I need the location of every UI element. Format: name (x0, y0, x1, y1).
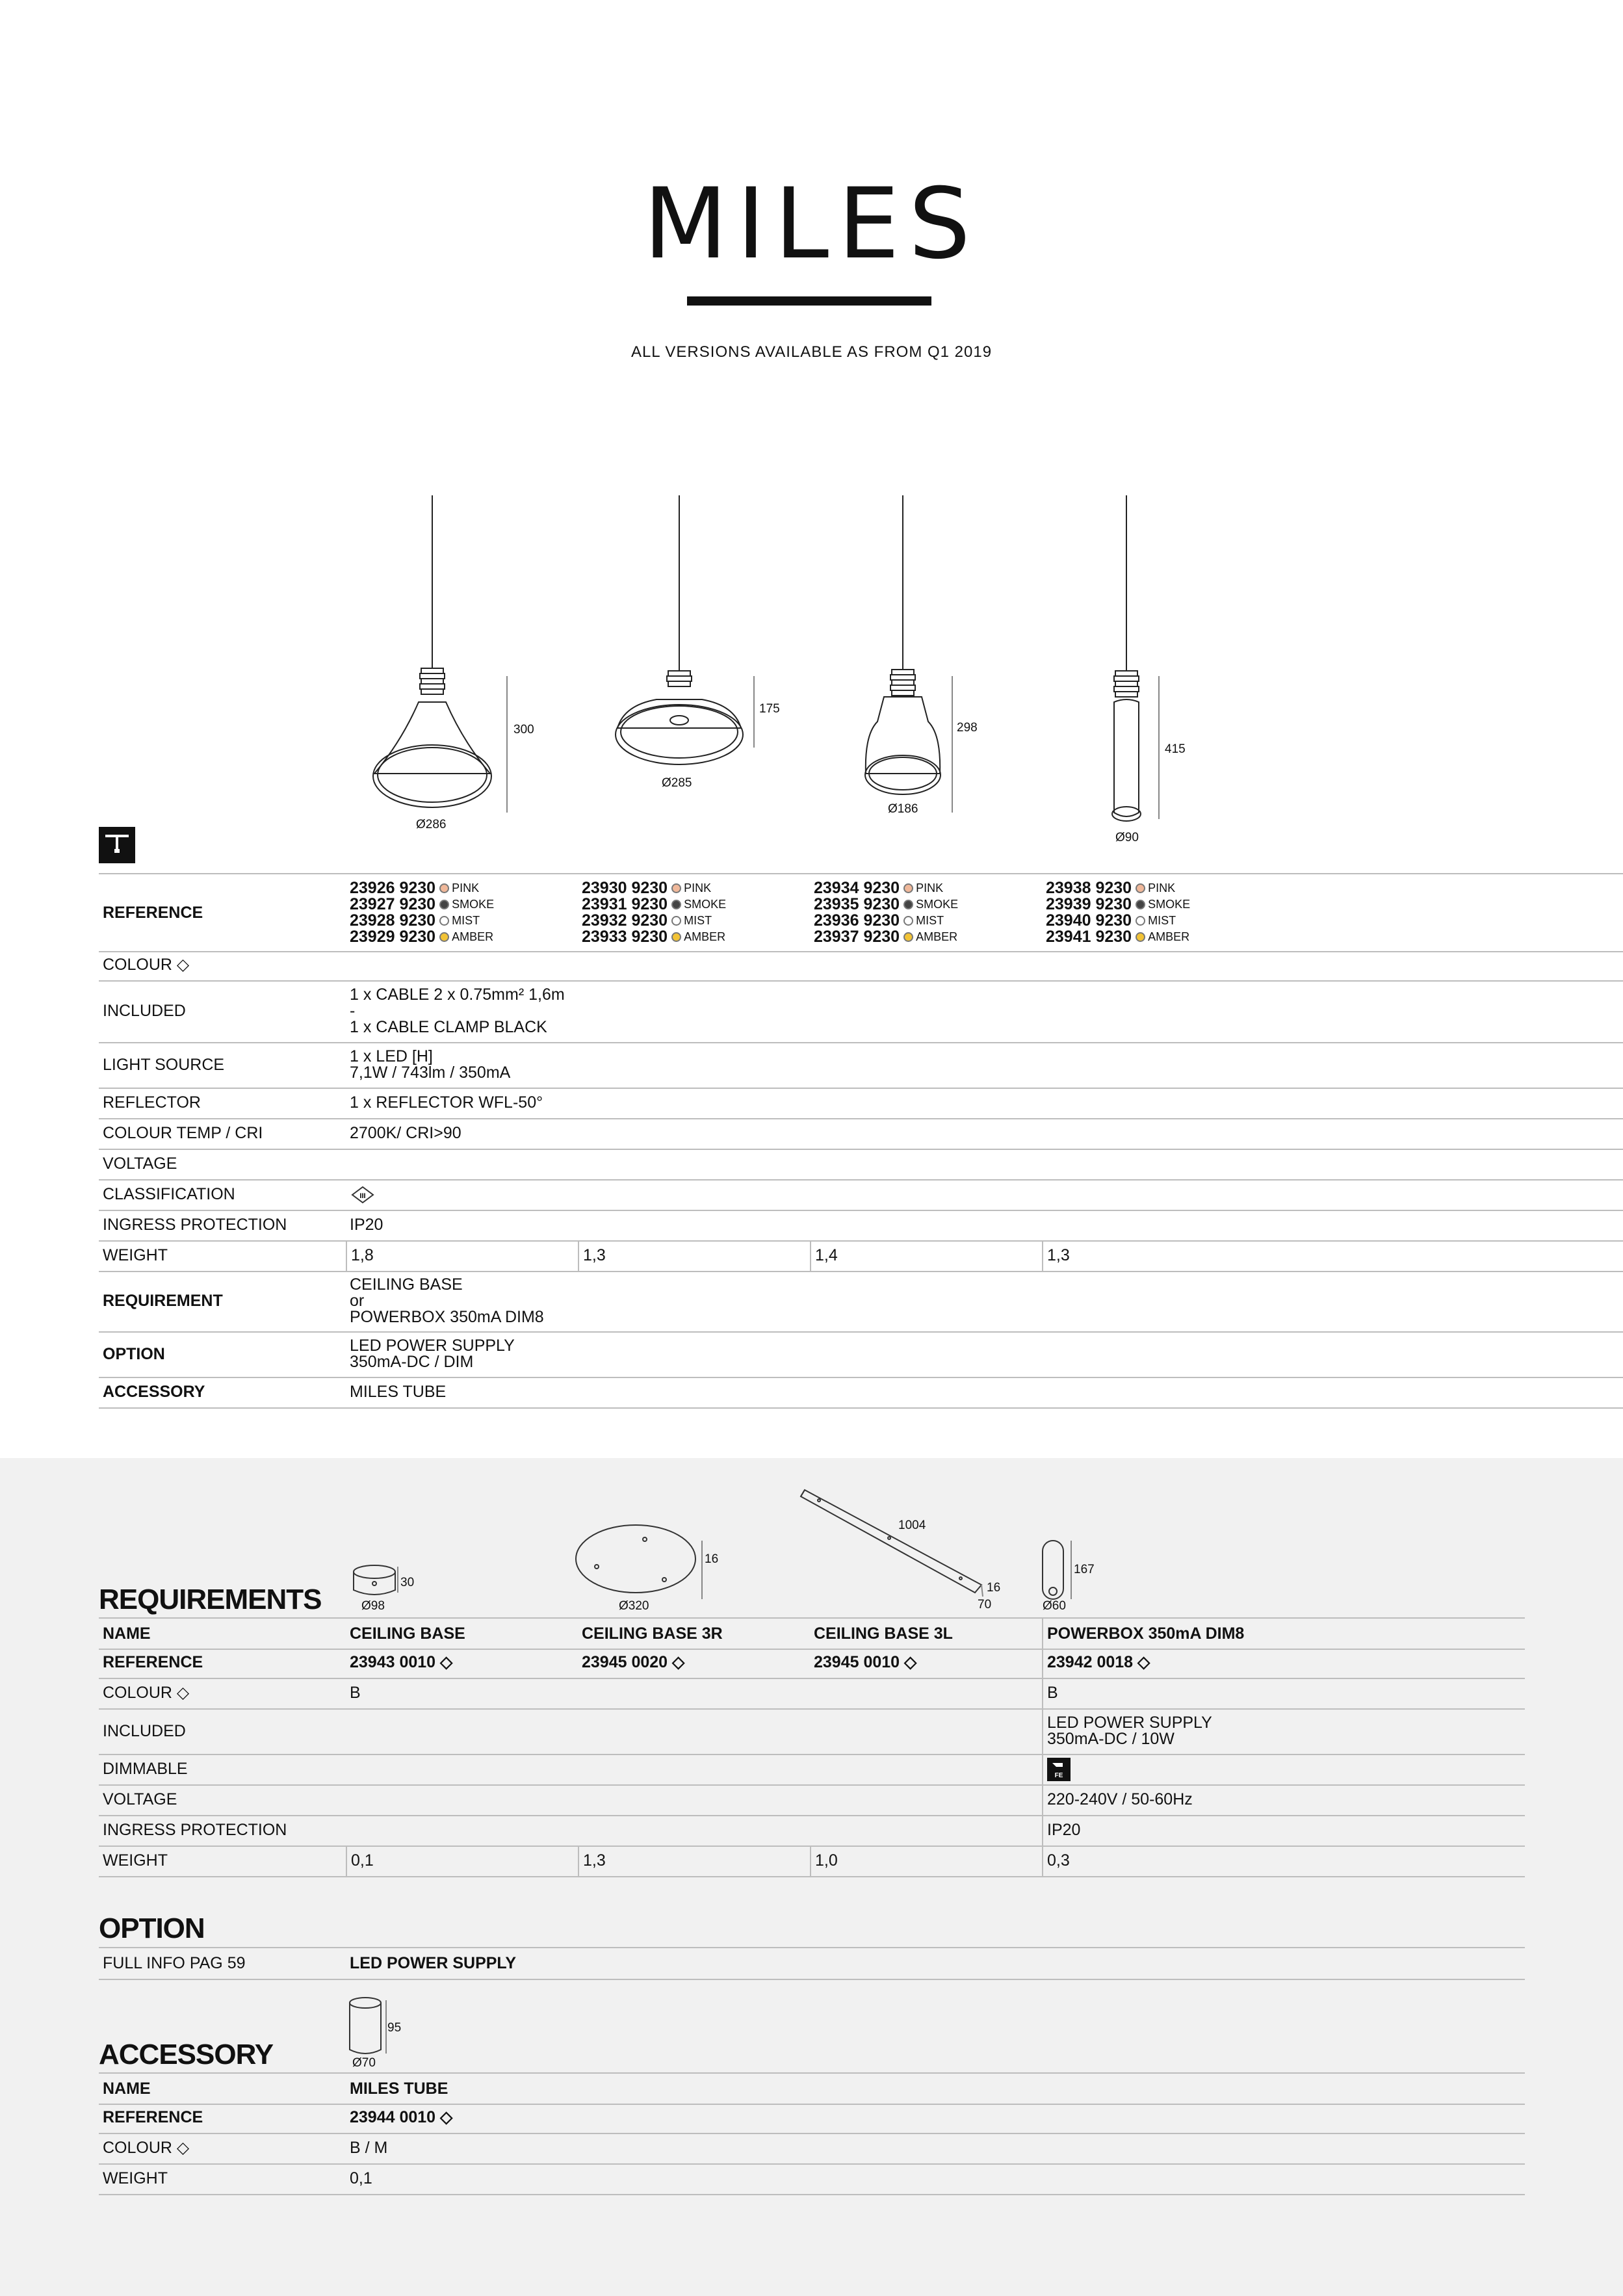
req-voltage-4: 220-240V / 50-60Hz (1042, 1784, 1525, 1815)
colour-swatch-icon (903, 883, 913, 893)
ceiling-base-3r-drawing (576, 1525, 702, 1599)
reference-line (1046, 913, 1302, 929)
colour-name: SMOKE (1148, 898, 1191, 911)
acc-colour-value: B / M (350, 2139, 388, 2157)
ceiling-base-3l-width: 70 (978, 1598, 992, 1611)
lamp-cylinder-drawing (865, 495, 952, 813)
colour-name: SMOKE (452, 898, 495, 911)
option-label: OPTION (103, 1344, 165, 1363)
reflector-row (99, 1088, 1623, 1119)
reference-code: 23937 9230 (814, 928, 900, 946)
acc-colour-row (99, 2133, 1525, 2165)
colour-name: SMOKE (684, 898, 727, 911)
reference-line (814, 896, 1042, 913)
colour-swatch-icon (1136, 932, 1145, 942)
colour-swatch-icon (1136, 883, 1145, 893)
reference-line (1046, 880, 1302, 896)
reference-line (1046, 929, 1302, 945)
lamp-tube-drawing (1112, 495, 1159, 821)
req-included-line-2: 350mA-DC / 10W (1047, 1730, 1175, 1748)
reference-code: 23927 9230 (350, 895, 436, 913)
acc-weight-value: 0,1 (350, 2169, 372, 2187)
accessory-diameter: Ø70 (352, 2056, 376, 2070)
req-name-row (99, 1617, 1525, 1650)
option-line-1: LED POWER SUPPLY (350, 1337, 515, 1355)
reflector-value: 1 x REFLECTOR WFL-50° (350, 1093, 543, 1112)
requirement-line-2: or (350, 1292, 365, 1310)
accessory-value: MILES TUBE (350, 1383, 447, 1401)
class-iii-text: III (359, 1192, 366, 1200)
req-name-3: CEILING BASE 3L (814, 1624, 953, 1643)
colour-name: MIST (684, 914, 712, 927)
req-reference-row (99, 1647, 1525, 1679)
req-weight-3: 1,0 (810, 1846, 1042, 1876)
colour-label: COLOUR ◇ (103, 956, 190, 974)
req-weight-row (99, 1846, 1525, 1877)
colour-swatch-icon (439, 883, 449, 893)
colour-swatch-icon (903, 900, 913, 909)
colour-swatch-icon (1136, 900, 1145, 909)
option-line-2: 350mA-DC / DIM (350, 1353, 474, 1371)
lamp-dish-drawing (616, 495, 754, 764)
classification-label: CLASSIFICATION (103, 1185, 235, 1203)
title-underline (687, 296, 931, 306)
included-line-1: 1 x CABLE 2 x 0.75mm² 1,6m (350, 985, 565, 1004)
colour-swatch-icon (671, 916, 681, 926)
light-source-line-2: 7,1W / 743lm / 350mA (350, 1063, 511, 1082)
page-title: MILES (643, 168, 980, 281)
reference-col-2 (578, 874, 810, 951)
colour-swatch-icon (903, 916, 913, 926)
colour-swatch-icon (671, 932, 681, 942)
option-value: LED POWER SUPPLY (350, 1954, 517, 1972)
req-reference-3: 23945 0010 ◇ (814, 1653, 917, 1671)
option-row (99, 1331, 1623, 1378)
req-weight-2: 1,3 (578, 1846, 810, 1876)
reference-code: 23931 9230 (582, 895, 668, 913)
ingress-value: IP20 (350, 1216, 383, 1234)
colour-name: MIST (452, 914, 480, 927)
reference-line (582, 929, 810, 945)
colour-name: PINK (1148, 881, 1176, 894)
colour-swatch-icon (671, 900, 681, 909)
reference-row (99, 873, 1623, 952)
included-line-3: 1 x CABLE CLAMP BLACK (350, 1018, 547, 1036)
reference-col-3 (810, 874, 1042, 951)
req-reference-2: 23945 0020 ◇ (582, 1653, 685, 1671)
colour-swatch-icon (439, 900, 449, 909)
lamp3-diameter: Ø186 (888, 802, 918, 816)
req-dimmable-label: DIMMABLE (103, 1760, 188, 1778)
weight-value-4: 1,3 (1042, 1240, 1302, 1271)
ceiling-base-3l-length: 1004 (898, 1519, 926, 1532)
req-ingress-4: IP20 (1042, 1815, 1525, 1846)
req-ingress-row (99, 1815, 1525, 1847)
requirement-drawings (325, 1476, 1137, 1615)
reference-code: 23929 9230 (350, 928, 436, 946)
colour-name: SMOKE (916, 898, 959, 911)
req-ingress-label: INGRESS PROTECTION (103, 1821, 287, 1839)
reference-code: 23940 9230 (1046, 911, 1132, 930)
availability-note: ALL VERSIONS AVAILABLE AS FROM Q1 2019 (630, 343, 993, 361)
acc-weight-label: WEIGHT (103, 2169, 168, 2187)
reference-code: 23939 9230 (1046, 895, 1132, 913)
reference-col-1 (346, 874, 578, 951)
colour-name: MIST (916, 914, 944, 927)
acc-reference-value: 23944 0010 ◇ (350, 2108, 453, 2126)
colour-temp-row (99, 1118, 1623, 1150)
req-weight-1: 0,1 (346, 1846, 578, 1876)
requirement-line-3: POWERBOX 350mA DIM8 (350, 1308, 544, 1326)
option-info-label: FULL INFO PAG 59 (103, 1954, 246, 1972)
req-voltage-row (99, 1784, 1525, 1816)
colour-name: AMBER (1148, 930, 1190, 943)
accessory-label: ACCESSORY (103, 1383, 205, 1401)
lamp4-diameter: Ø90 (1115, 831, 1139, 844)
reference-code: 23938 9230 (1046, 879, 1132, 897)
lamp2-height: 175 (759, 702, 780, 716)
req-name-1: CEILING BASE (350, 1624, 465, 1643)
colour-name: PINK (684, 881, 712, 894)
voltage-row (99, 1149, 1623, 1181)
req-colour-label: COLOUR ◇ (103, 1684, 190, 1702)
colour-name: PINK (452, 881, 480, 894)
colour-name: PINK (916, 881, 944, 894)
reference-line (582, 896, 810, 913)
acc-name-label: NAME (103, 2079, 151, 2098)
req-included-label: INCLUDED (103, 1721, 186, 1740)
ingress-row (99, 1210, 1623, 1242)
acc-name-row (99, 2072, 1525, 2105)
req-weight-label: WEIGHT (103, 1851, 168, 1870)
reference-line (814, 929, 1042, 945)
ceiling-base-3l-drawing (801, 1490, 983, 1597)
req-colour-1: B (350, 1684, 361, 1702)
powerbox-height: 167 (1074, 1563, 1095, 1576)
req-included-line-1: LED POWER SUPPLY (1047, 1714, 1212, 1732)
product-drawings (351, 488, 1261, 852)
req-name-2: CEILING BASE 3R (582, 1624, 723, 1643)
powerbox-drawing (1043, 1541, 1071, 1599)
weight-row (99, 1240, 1623, 1272)
reference-code: 23936 9230 (814, 911, 900, 930)
pendant-mount-icon (99, 827, 135, 863)
reference-code: 23926 9230 (350, 879, 436, 897)
reference-line (350, 913, 578, 929)
colour-row (99, 950, 1623, 982)
reference-col-4 (1042, 874, 1302, 951)
class-iii-icon (350, 1185, 376, 1205)
accessory-heading: ACCESSORY (99, 2039, 274, 2070)
dimmable-fe-icon (1047, 1758, 1071, 1781)
acc-reference-row (99, 2102, 1525, 2134)
reference-line (814, 913, 1042, 929)
reference-code: 23935 9230 (814, 895, 900, 913)
lamp2-diameter: Ø285 (662, 776, 692, 790)
weight-value-3: 1,4 (810, 1240, 1042, 1271)
reference-line (1046, 896, 1302, 913)
reference-line (814, 880, 1042, 896)
accessory-drawing (344, 1992, 422, 2070)
req-reference-label: REFERENCE (103, 1653, 203, 1671)
light-source-row (99, 1042, 1623, 1089)
ceiling-base-drawing (354, 1565, 398, 1595)
lamp3-height: 298 (957, 721, 978, 735)
accessory-row (99, 1377, 1623, 1409)
req-colour-4: B (1042, 1678, 1525, 1708)
req-reference-4: 23942 0018 ◇ (1042, 1647, 1525, 1678)
ceiling-base-3r-diameter: Ø320 (619, 1599, 649, 1613)
colour-swatch-icon (671, 883, 681, 893)
weight-label: WEIGHT (103, 1246, 168, 1264)
reference-code: 23930 9230 (582, 879, 668, 897)
ceiling-base-3r-height: 16 (705, 1552, 719, 1566)
colour-swatch-icon (903, 932, 913, 942)
weight-value-1: 1,8 (346, 1240, 578, 1271)
reference-code: 23932 9230 (582, 911, 668, 930)
colour-swatch-icon (1136, 916, 1145, 926)
reference-code: 23934 9230 (814, 879, 900, 897)
voltage-label: VOLTAGE (103, 1155, 177, 1173)
light-source-line-1: 1 x LED [H] (350, 1047, 433, 1065)
acc-weight-row (99, 2163, 1525, 2195)
colour-name: AMBER (916, 930, 958, 943)
reference-code: 23933 9230 (582, 928, 668, 946)
lamp1-diameter: Ø286 (416, 818, 447, 831)
req-colour-row (99, 1678, 1525, 1710)
req-voltage-label: VOLTAGE (103, 1790, 177, 1808)
reference-code: 23928 9230 (350, 911, 436, 930)
reference-line (582, 880, 810, 896)
included-label: INCLUDED (103, 1002, 186, 1020)
requirement-row (99, 1271, 1623, 1333)
requirements-heading: REQUIREMENTS (99, 1584, 322, 1615)
colour-name: MIST (1148, 914, 1176, 927)
reflector-label: REFLECTOR (103, 1093, 201, 1112)
included-row (99, 980, 1623, 1043)
req-weight-4: 0,3 (1042, 1846, 1525, 1876)
light-source-label: LIGHT SOURCE (103, 1055, 225, 1074)
reference-line (350, 929, 578, 945)
reference-code: 23941 9230 (1046, 928, 1132, 946)
req-included-row (99, 1708, 1525, 1755)
powerbox-diameter: Ø60 (1043, 1599, 1066, 1613)
option-row-item (99, 1947, 1525, 1980)
lamp1-height: 300 (513, 723, 534, 737)
acc-name-value: MILES TUBE (350, 2079, 448, 2098)
lamp-cone-drawing (373, 495, 507, 813)
ceiling-base-3l-height: 16 (987, 1581, 1001, 1595)
dimmable-fe-text: FE (1054, 1771, 1063, 1779)
included-line-2: - (350, 1002, 356, 1020)
weight-value-2: 1,3 (578, 1240, 810, 1271)
colour-name: AMBER (684, 930, 726, 943)
requirement-label: REQUIREMENT (103, 1292, 223, 1310)
reference-line (582, 913, 810, 929)
lamp4-height: 415 (1165, 742, 1186, 756)
colour-temp-value: 2700K/ CRI>90 (350, 1124, 461, 1142)
colour-name: AMBER (452, 930, 494, 943)
ceiling-base-height: 30 (400, 1576, 415, 1589)
req-dimmable-row (99, 1754, 1525, 1786)
ceiling-base-diameter: Ø98 (361, 1599, 385, 1613)
reference-label: REFERENCE (103, 903, 203, 922)
option-heading: OPTION (99, 1912, 205, 1944)
req-name-label: NAME (103, 1624, 151, 1643)
reference-line (350, 896, 578, 913)
colour-swatch-icon (439, 932, 449, 942)
classification-row (99, 1179, 1623, 1211)
accessory-height: 95 (387, 2021, 402, 2035)
reference-line (350, 880, 578, 896)
ingress-label: INGRESS PROTECTION (103, 1216, 287, 1234)
colour-swatch-icon (439, 916, 449, 926)
req-reference-1: 23943 0010 ◇ (350, 1653, 453, 1671)
acc-colour-label: COLOUR ◇ (103, 2139, 190, 2157)
requirement-line-1: CEILING BASE (350, 1275, 463, 1294)
colour-temp-label: COLOUR TEMP / CRI (103, 1124, 263, 1142)
acc-reference-label: REFERENCE (103, 2108, 203, 2126)
req-name-4: POWERBOX 350mA DIM8 (1042, 1619, 1525, 1649)
